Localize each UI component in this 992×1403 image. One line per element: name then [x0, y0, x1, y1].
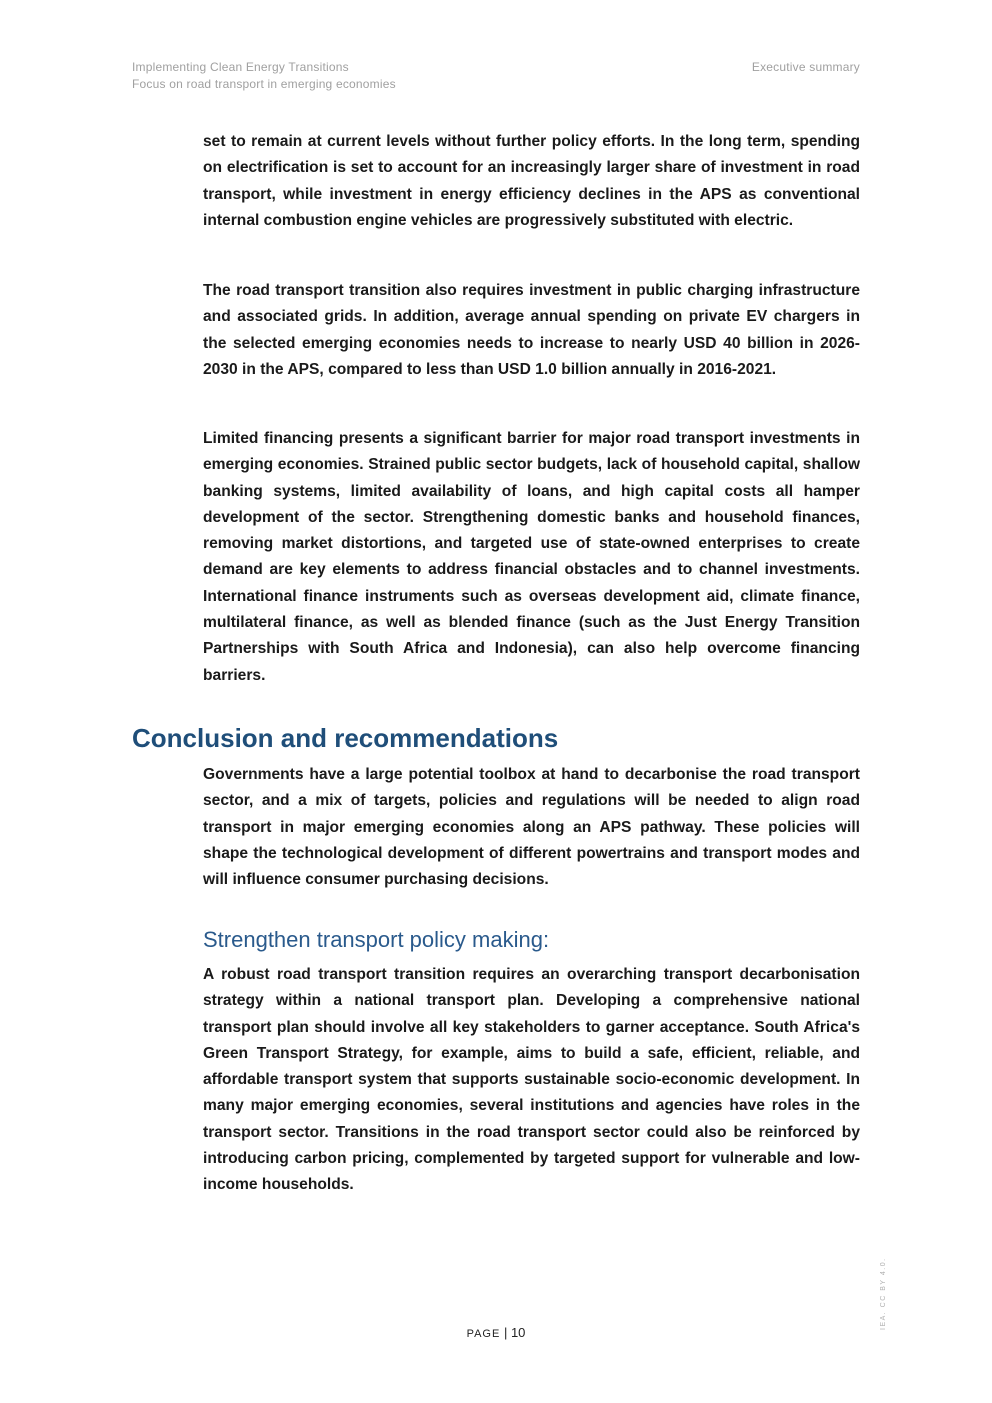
- running-header-left: [132, 59, 396, 93]
- page-number: 10: [510, 1325, 526, 1340]
- page-footer: [0, 1325, 992, 1340]
- body-paragraph-5: A robust road transport transition requires an overarching transport decarbonisation strategy within a national transport plan. Developing a comprehensive national transport plan should involve all key stakeholders to garner acceptance. South Africa's Green Transport Strategy, for example, aims to build a safe, efficient, reliable, and affordable transport system that supports sustainable socio-economic development. In many major emerging economies, several institutions and agencies have roles in the transport sector. Transitions in the road transport sector could also be reinforced by introducing carbon pricing, complemented by targeted support for vulnerable and low-income households.: [203, 966, 860, 1194]
- subsection-heading: Strengthen transport policy making:: [203, 927, 550, 952]
- license-notice: IEA. CC BY 4.0.: [880, 1257, 887, 1330]
- body-paragraph-4: Governments have a large potential toolbox at hand to decarbonise the road transport sector, and a mix of targets, policies and regulations will be needed to align road transport in major emerging economies along an APS pathway. These policies will shape the technological development of different powertrains and transport modes and will influence consumer purchasing decisions.: [203, 766, 860, 889]
- header-chapter-title: Executive summary: [751, 60, 860, 74]
- header-report-title: Implementing Clean Energy Transitions: [132, 60, 349, 74]
- header-report-subtitle: Focus on road transport in emerging economies: [132, 77, 396, 91]
- body-paragraph-2: The road transport transition also requires investment in public charging infrastructure and associated grids. In addition, average annual spending on private EV chargers in the selected emerging economies needs to increase to nearly USD 40 billion in 2026-2030 in the APS, compared to less than USD 1.0 billion annually in 2016-2021.: [203, 282, 860, 378]
- body-paragraph-1: set to remain at current levels without further policy efforts. In the long term, spending on electrification is set to account for an increasingly larger share of investment in road transport, while investment in energy efficiency declines in the APS as conventional internal combustion engine vehicles are progressively substituted with electric.: [203, 133, 860, 229]
- page-label: PAGE: [466, 1328, 501, 1340]
- section-heading: Conclusion and recommendations: [132, 723, 559, 753]
- body-paragraph-3: Limited financing presents a significant barrier for major road transport investments in emerging economies. Strained public sector budgets, lack of household capital, shallow banking systems, limited availability of loans, and high capital costs all hamper development of the sector. Strengthening domestic banks and household finances, removing market distortions, and targeted use of state-owned enterprises to create demand are key elements to address financial obstacles and to channel investments. International finance instruments such as overseas development aid, climate finance, multilateral finance, as well as blended finance (such as the Just Energy Transition Partnerships with South Africa and Indonesia), can also help overcome financing barriers.: [203, 430, 860, 684]
- page-separator: |: [500, 1325, 511, 1340]
